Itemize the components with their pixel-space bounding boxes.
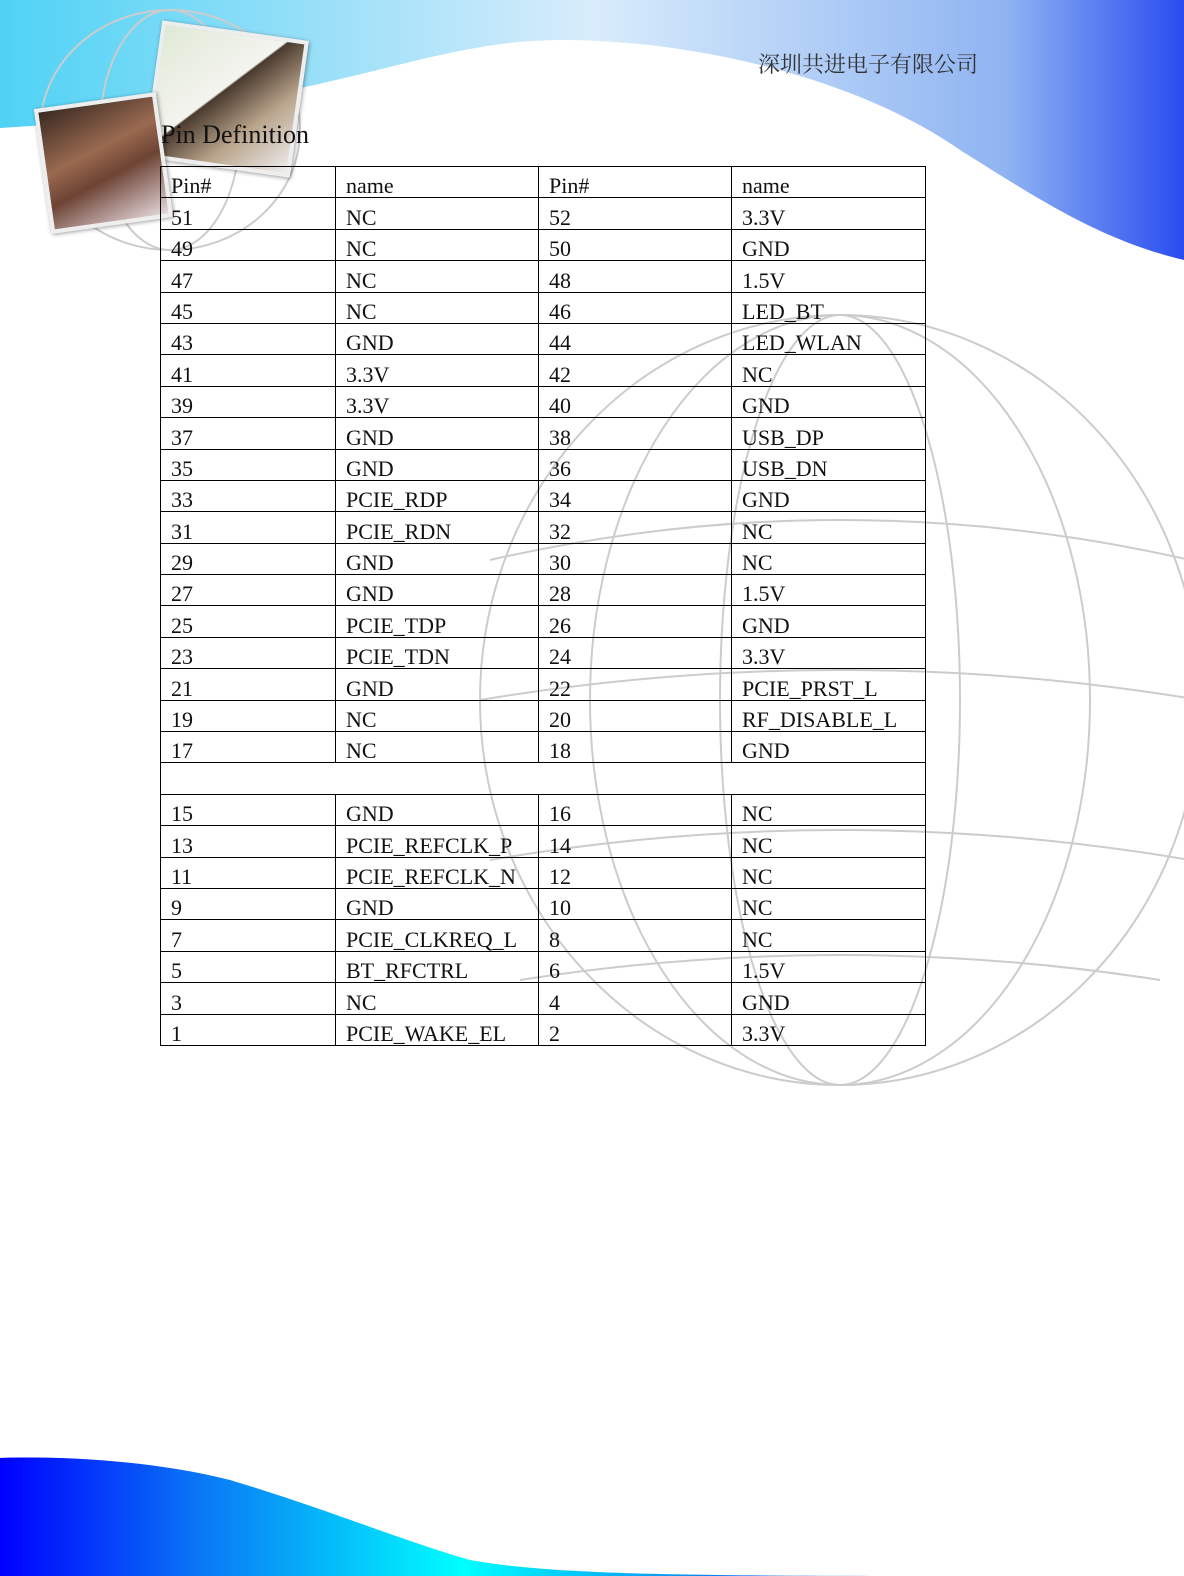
pin-name-cell: 1.5V bbox=[732, 575, 926, 606]
pin-number-cell: 42 bbox=[539, 355, 732, 386]
spacer-cell bbox=[161, 763, 926, 794]
pin-name-cell: GND bbox=[732, 732, 926, 763]
pin-number-cell: 45 bbox=[161, 292, 336, 323]
pin-number-cell: 52 bbox=[539, 198, 732, 229]
pin-name-cell: USB_DN bbox=[732, 449, 926, 480]
pin-number-cell: 41 bbox=[161, 355, 336, 386]
pin-number-cell: 19 bbox=[161, 700, 336, 731]
pin-number-cell: 51 bbox=[161, 198, 336, 229]
pin-number-cell: 32 bbox=[539, 512, 732, 543]
table-row bbox=[161, 637, 926, 668]
pin-name-cell: GND bbox=[732, 229, 926, 260]
pin-number-cell: 1 bbox=[161, 1014, 336, 1045]
table-row bbox=[161, 951, 926, 982]
pin-number-cell: 15 bbox=[161, 794, 336, 825]
pin-number-cell: 13 bbox=[161, 826, 336, 857]
pin-name-cell: NC bbox=[336, 292, 539, 323]
pin-name-cell: PCIE_CLKREQ_L bbox=[336, 920, 539, 951]
pin-name-cell: NC bbox=[732, 826, 926, 857]
pin-name-cell: NC bbox=[732, 920, 926, 951]
pin-number-cell: 33 bbox=[161, 480, 336, 511]
pin-number-cell: 26 bbox=[539, 606, 732, 637]
pin-name-cell: 3.3V bbox=[732, 198, 926, 229]
pin-name-cell: NC bbox=[732, 857, 926, 888]
table-row bbox=[161, 700, 926, 731]
pin-name-cell: GND bbox=[732, 480, 926, 511]
pin-number-cell: 18 bbox=[539, 732, 732, 763]
pin-number-cell: 48 bbox=[539, 261, 732, 292]
table-row bbox=[161, 292, 926, 323]
pin-number-cell: 6 bbox=[539, 951, 732, 982]
pin-name-cell: RF_DISABLE_L bbox=[732, 700, 926, 731]
pin-number-cell: 5 bbox=[161, 951, 336, 982]
pin-name-cell: LED_BT bbox=[732, 292, 926, 323]
pin-number-cell: 2 bbox=[539, 1014, 732, 1045]
pin-number-cell: 11 bbox=[161, 857, 336, 888]
table-row bbox=[161, 794, 926, 825]
pin-number-cell: 14 bbox=[539, 826, 732, 857]
pin-name-cell: GND bbox=[336, 418, 539, 449]
table-row bbox=[161, 418, 926, 449]
pin-number-cell: 10 bbox=[539, 888, 732, 919]
pin-number-cell: 46 bbox=[539, 292, 732, 323]
pin-name-cell: 1.5V bbox=[732, 951, 926, 982]
pin-number-cell: 47 bbox=[161, 261, 336, 292]
pin-number-cell: 20 bbox=[539, 700, 732, 731]
pin-name-cell: GND bbox=[336, 575, 539, 606]
table-row bbox=[161, 575, 926, 606]
pin-name-cell: GND bbox=[336, 543, 539, 574]
table-row bbox=[161, 198, 926, 229]
table-header-row bbox=[161, 167, 926, 198]
pin-number-cell: 39 bbox=[161, 386, 336, 417]
pin-number-cell: 36 bbox=[539, 449, 732, 480]
pin-number-cell: 24 bbox=[539, 637, 732, 668]
pin-name-cell: NC bbox=[336, 198, 539, 229]
pin-name-cell: NC bbox=[336, 261, 539, 292]
pin-name-cell: PCIE_WAKE_EL bbox=[336, 1014, 539, 1045]
pin-name-cell: USB_DP bbox=[732, 418, 926, 449]
pin-name-cell: 3.3V bbox=[732, 637, 926, 668]
pin-name-cell: name bbox=[336, 167, 539, 198]
pin-name-cell: PCIE_RDP bbox=[336, 480, 539, 511]
pin-name-cell: LED_WLAN bbox=[732, 323, 926, 354]
photo-couple-laptop bbox=[34, 92, 173, 234]
pin-name-cell: NC bbox=[732, 543, 926, 574]
table-spacer-row bbox=[161, 763, 926, 794]
pin-name-cell: NC bbox=[336, 983, 539, 1014]
pin-name-cell: GND bbox=[336, 669, 539, 700]
pin-number-cell: 44 bbox=[539, 323, 732, 354]
table-row bbox=[161, 669, 926, 700]
pin-number-cell: 27 bbox=[161, 575, 336, 606]
pin-name-cell: 3.3V bbox=[732, 1014, 926, 1045]
table-row bbox=[161, 888, 926, 919]
pin-number-cell: 7 bbox=[161, 920, 336, 951]
pin-number-cell: 28 bbox=[539, 575, 732, 606]
pin-number-cell: 25 bbox=[161, 606, 336, 637]
table-row bbox=[161, 606, 926, 637]
table-row bbox=[161, 229, 926, 260]
pin-name-cell: PCIE_REFCLK_P bbox=[336, 826, 539, 857]
company-name: 深圳共进电子有限公司 bbox=[758, 53, 979, 78]
pin-name-cell: BT_RFCTRL bbox=[336, 951, 539, 982]
pin-name-cell: GND bbox=[732, 983, 926, 1014]
pin-number-cell: 37 bbox=[161, 418, 336, 449]
pin-number-cell: 17 bbox=[161, 732, 336, 763]
table-row bbox=[161, 543, 926, 574]
pin-number-cell: 31 bbox=[161, 512, 336, 543]
table-row bbox=[161, 826, 926, 857]
pin-number-cell: 29 bbox=[161, 543, 336, 574]
pin-number-cell: 50 bbox=[539, 229, 732, 260]
pin-number-cell: Pin# bbox=[539, 167, 732, 198]
pin-number-cell: 34 bbox=[539, 480, 732, 511]
pin-number-cell: Pin# bbox=[161, 167, 336, 198]
table-row bbox=[161, 449, 926, 480]
pin-number-cell: 21 bbox=[161, 669, 336, 700]
pin-name-cell: GND bbox=[336, 449, 539, 480]
pin-number-cell: 3 bbox=[161, 983, 336, 1014]
pin-name-cell: NC bbox=[336, 700, 539, 731]
pin-number-cell: 4 bbox=[539, 983, 732, 1014]
pin-name-cell: 3.3V bbox=[336, 386, 539, 417]
pin-number-cell: 43 bbox=[161, 323, 336, 354]
pin-number-cell: 22 bbox=[539, 669, 732, 700]
table-row bbox=[161, 920, 926, 951]
pin-name-cell: GND bbox=[732, 386, 926, 417]
pin-number-cell: 9 bbox=[161, 888, 336, 919]
table-row bbox=[161, 261, 926, 292]
pin-number-cell: 30 bbox=[539, 543, 732, 574]
pin-name-cell: GND bbox=[336, 794, 539, 825]
pin-definition-table bbox=[160, 166, 926, 1046]
pin-name-cell: NC bbox=[732, 355, 926, 386]
pin-name-cell: NC bbox=[732, 512, 926, 543]
pin-number-cell: 40 bbox=[539, 386, 732, 417]
pin-name-cell: NC bbox=[336, 732, 539, 763]
table-row bbox=[161, 1014, 926, 1045]
pin-number-cell: 49 bbox=[161, 229, 336, 260]
pin-name-cell: PCIE_REFCLK_N bbox=[336, 857, 539, 888]
table-row bbox=[161, 480, 926, 511]
table-row bbox=[161, 857, 926, 888]
pin-name-cell: 3.3V bbox=[336, 355, 539, 386]
footer-wave bbox=[0, 1458, 1030, 1576]
pin-name-cell: PCIE_TDN bbox=[336, 637, 539, 668]
pin-name-cell: GND bbox=[336, 323, 539, 354]
pin-number-cell: 12 bbox=[539, 857, 732, 888]
table-row bbox=[161, 355, 926, 386]
pin-name-cell: PCIE_RDN bbox=[336, 512, 539, 543]
table-row bbox=[161, 512, 926, 543]
pin-name-cell: NC bbox=[732, 794, 926, 825]
section-title: Pin Definition bbox=[161, 120, 310, 149]
pin-name-cell: PCIE_TDP bbox=[336, 606, 539, 637]
table-row bbox=[161, 386, 926, 417]
photo-woman-laptop bbox=[143, 20, 309, 177]
pin-number-cell: 23 bbox=[161, 637, 336, 668]
pin-number-cell: 8 bbox=[539, 920, 732, 951]
pin-name-cell: 1.5V bbox=[732, 261, 926, 292]
pin-number-cell: 38 bbox=[539, 418, 732, 449]
pin-number-cell: 16 bbox=[539, 794, 732, 825]
pin-name-cell: GND bbox=[732, 606, 926, 637]
table-row bbox=[161, 323, 926, 354]
pin-name-cell: PCIE_PRST_L bbox=[732, 669, 926, 700]
pin-name-cell: NC bbox=[336, 229, 539, 260]
pin-name-cell: GND bbox=[336, 888, 539, 919]
pin-name-cell: NC bbox=[732, 888, 926, 919]
table-row bbox=[161, 732, 926, 763]
table-row bbox=[161, 983, 926, 1014]
pin-name-cell: name bbox=[732, 167, 926, 198]
pin-number-cell: 35 bbox=[161, 449, 336, 480]
